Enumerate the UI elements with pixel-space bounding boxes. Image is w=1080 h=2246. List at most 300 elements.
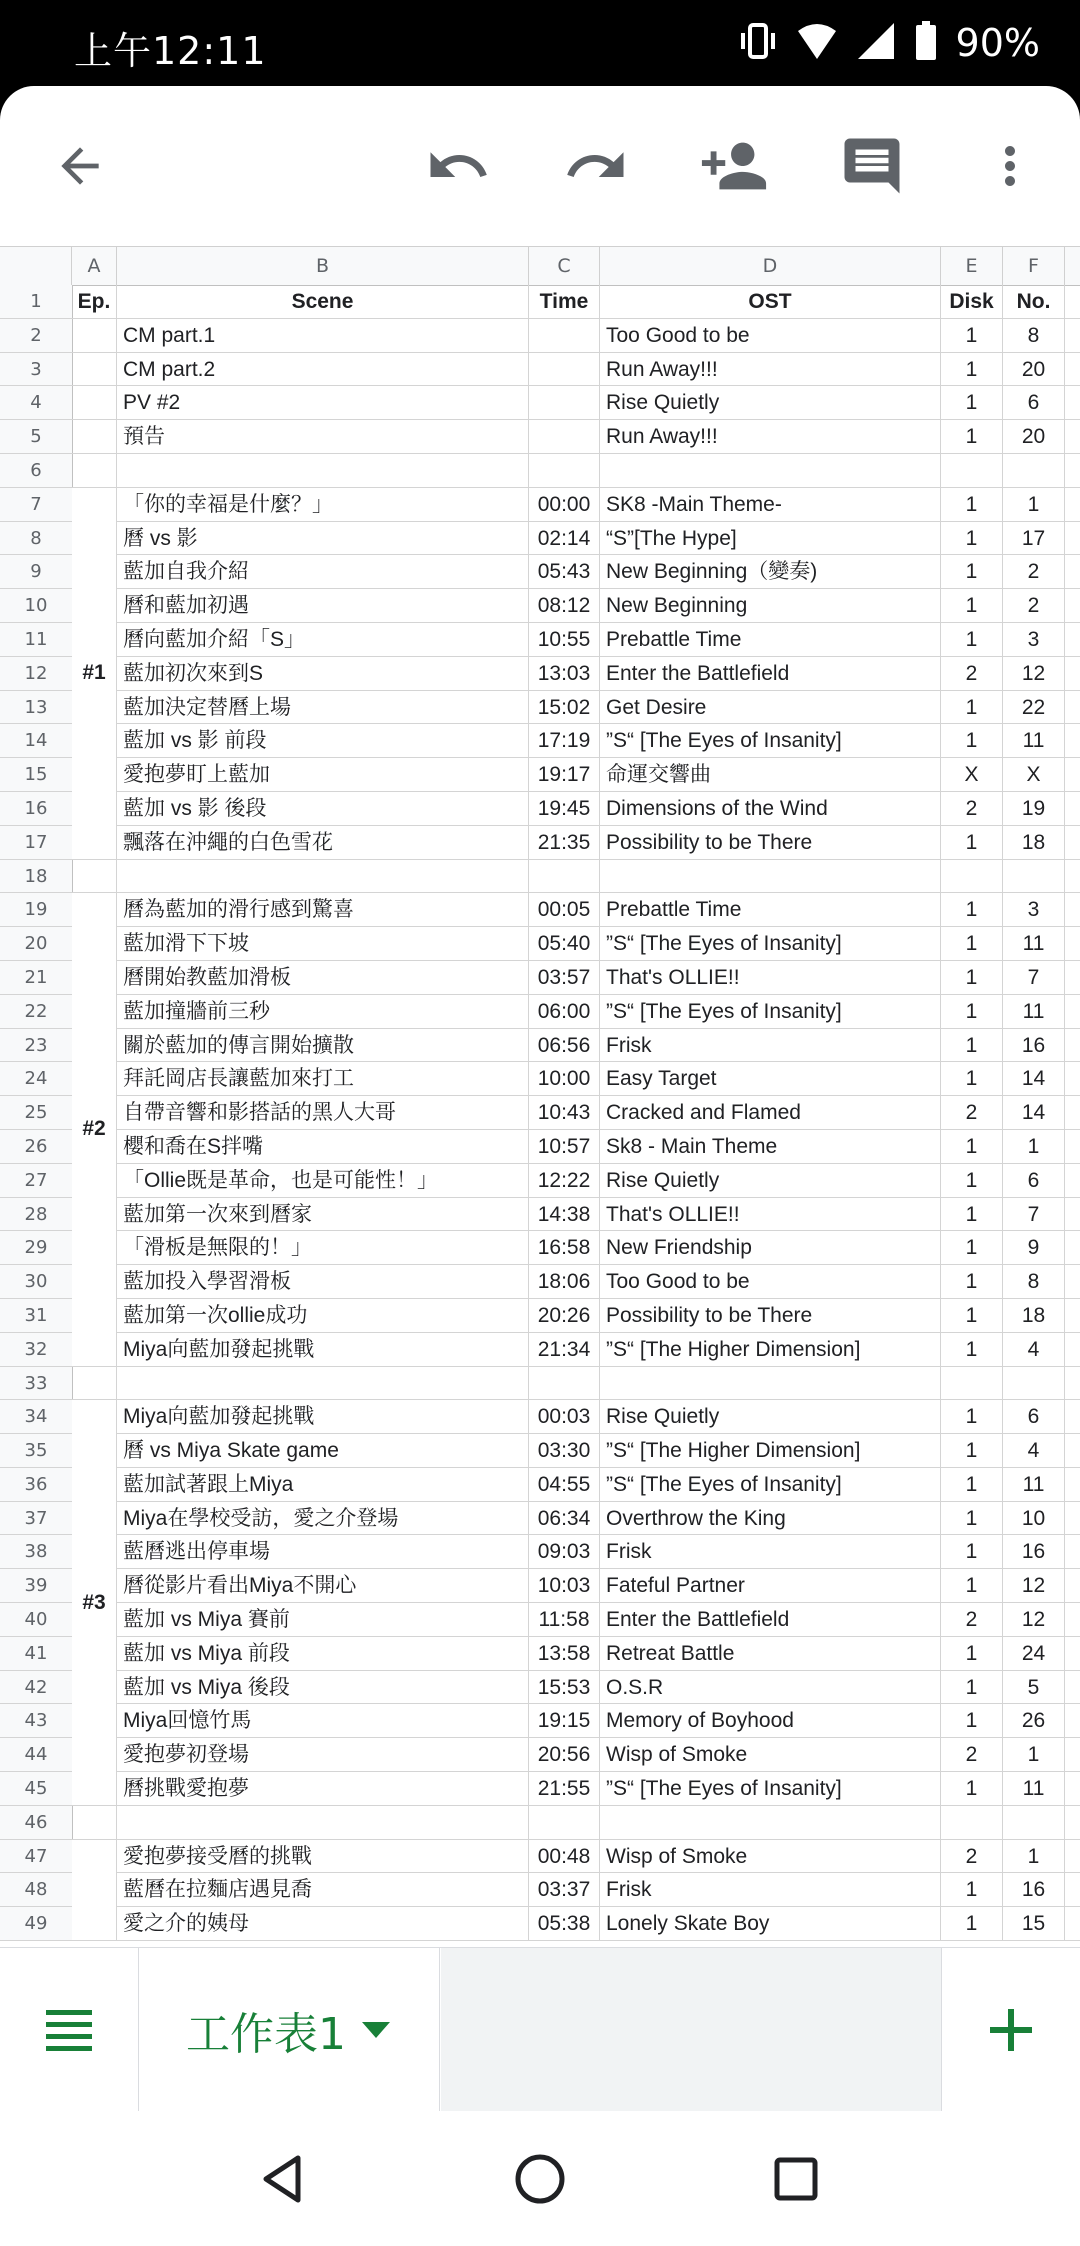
cell-scene[interactable]: 「你的幸福是什麼？」 (117, 488, 529, 521)
row-number[interactable]: 16 (0, 792, 73, 825)
cell-disk[interactable]: 1 (941, 1569, 1003, 1602)
cell-time[interactable]: 19:15 (529, 1704, 600, 1737)
cell-scene[interactable]: Miya回憶竹馬 (117, 1704, 529, 1737)
row-number[interactable]: 21 (0, 961, 73, 994)
cell-scene[interactable]: 曆向藍加介紹「S」 (117, 623, 529, 656)
cell-ost[interactable]: Wisp of Smoke (600, 1840, 941, 1873)
column-header-c[interactable]: C (529, 247, 600, 285)
row-number[interactable]: 2 (0, 319, 73, 352)
row-number[interactable]: 9 (0, 555, 73, 588)
cell-ep[interactable] (72, 454, 117, 487)
cell-scene[interactable]: 曆 vs Miya Skate game (117, 1434, 529, 1467)
row-number[interactable]: 36 (0, 1468, 73, 1501)
row-number[interactable]: 8 (0, 522, 73, 555)
cell-no[interactable] (1003, 1367, 1065, 1400)
cell-no[interactable]: 11 (1003, 927, 1065, 960)
cell-no[interactable]: 12 (1003, 657, 1065, 690)
cell-disk[interactable]: 2 (941, 1840, 1003, 1873)
cell-scene[interactable]: 曆為藍加的滑行感到驚喜 (117, 893, 529, 926)
cell-time[interactable] (529, 386, 600, 419)
cell-time[interactable]: 12:22 (529, 1164, 600, 1197)
row-number[interactable]: 35 (0, 1434, 73, 1467)
column-header-b[interactable]: B (117, 247, 529, 285)
cell-ost[interactable]: Frisk (600, 1535, 941, 1568)
cell-no[interactable]: 3 (1003, 623, 1065, 656)
cell-time[interactable]: 00:48 (529, 1840, 600, 1873)
cell-ost[interactable]: O.S.R (600, 1671, 941, 1704)
cell-disk[interactable]: X (941, 758, 1003, 791)
cell-disk[interactable]: 2 (941, 792, 1003, 825)
cell-disk[interactable] (941, 1367, 1003, 1400)
cell-no[interactable]: 14 (1003, 1062, 1065, 1095)
cell-disk[interactable]: 1 (941, 623, 1003, 656)
cell-ost[interactable]: ”S“ [The Eyes of Insanity] (600, 1468, 941, 1501)
merged-episode-cell[interactable]: #3 (72, 1400, 117, 1805)
cell-scene[interactable]: 藍加 vs Miya 前段 (117, 1637, 529, 1670)
row-number[interactable]: 19 (0, 893, 73, 926)
row-number[interactable]: 43 (0, 1704, 73, 1737)
cell-no[interactable]: 6 (1003, 1164, 1065, 1197)
cell-scene[interactable]: 藍曆逃出停車場 (117, 1535, 529, 1568)
cell-scene[interactable]: 愛抱夢盯上藍加 (117, 758, 529, 791)
cell-no[interactable] (1003, 1806, 1065, 1839)
column-header-d[interactable]: D (600, 247, 941, 285)
cell-ost[interactable]: Frisk (600, 1029, 941, 1062)
row-number[interactable]: 46 (0, 1806, 73, 1839)
cell-ep[interactable] (72, 319, 117, 352)
cell-scene[interactable]: 藍加滑下下坡 (117, 927, 529, 960)
cell-no[interactable]: 20 (1003, 353, 1065, 386)
cell-no[interactable]: 16 (1003, 1029, 1065, 1062)
cell-scene[interactable]: 藍加 vs 影 前段 (117, 724, 529, 757)
cell-scene[interactable]: 飄落在沖繩的白色雪花 (117, 826, 529, 859)
row-number[interactable]: 15 (0, 758, 73, 791)
cell-scene[interactable]: 曆從影片看出Miya不開心 (117, 1569, 529, 1602)
header-scene[interactable]: Scene (117, 285, 529, 318)
cell-no[interactable]: 2 (1003, 589, 1065, 622)
row-number[interactable]: 13 (0, 691, 73, 724)
row-number[interactable]: 22 (0, 995, 73, 1028)
row-number[interactable]: 28 (0, 1198, 73, 1231)
cell-no[interactable]: 16 (1003, 1873, 1065, 1906)
cell-scene[interactable] (117, 1367, 529, 1400)
row-number[interactable]: 42 (0, 1671, 73, 1704)
cell-no[interactable]: 19 (1003, 792, 1065, 825)
cell-scene[interactable]: 藍加自我介紹 (117, 555, 529, 588)
cell-time[interactable]: 06:34 (529, 1502, 600, 1535)
cell-time[interactable]: 05:40 (529, 927, 600, 960)
cell-time[interactable]: 00:00 (529, 488, 600, 521)
cell-time[interactable]: 05:38 (529, 1907, 600, 1940)
comment-button[interactable] (832, 126, 912, 206)
cell-ost[interactable]: That's OLLIE!! (600, 1198, 941, 1231)
cell-ost[interactable] (600, 454, 941, 487)
cell-ost[interactable]: Sk8 - Main Theme (600, 1130, 941, 1163)
cell-no[interactable]: 10 (1003, 1502, 1065, 1535)
cell-scene[interactable]: 自帶音響和影搭話的黑人大哥 (117, 1096, 529, 1129)
cell-ost[interactable]: Rise Quietly (600, 1164, 941, 1197)
row-number[interactable]: 14 (0, 724, 73, 757)
cell-scene[interactable]: Miya向藍加發起挑戰 (117, 1400, 529, 1433)
cell-scene[interactable]: 愛抱夢初登場 (117, 1738, 529, 1771)
cell-no[interactable]: 11 (1003, 724, 1065, 757)
row-number[interactable]: 29 (0, 1231, 73, 1264)
row-number[interactable]: 31 (0, 1299, 73, 1332)
header-ep[interactable]: Ep. (72, 285, 117, 318)
cell-scene[interactable] (117, 860, 529, 893)
nav-home-button[interactable] (500, 2139, 580, 2219)
row-number[interactable]: 23 (0, 1029, 73, 1062)
cell-time[interactable]: 13:03 (529, 657, 600, 690)
cell-scene[interactable]: 藍加 vs 影 後段 (117, 792, 529, 825)
row-number[interactable]: 41 (0, 1637, 73, 1670)
cell-ost[interactable]: Cracked and Flamed (600, 1096, 941, 1129)
cell-scene[interactable]: CM part.2 (117, 353, 529, 386)
cell-ost[interactable]: ”S“ [The Eyes of Insanity] (600, 927, 941, 960)
cell-scene[interactable]: 曆挑戰愛抱夢 (117, 1772, 529, 1805)
cell-no[interactable] (1003, 454, 1065, 487)
cell-scene[interactable]: 預告 (117, 420, 529, 453)
cell-disk[interactable]: 1 (941, 1535, 1003, 1568)
cell-disk[interactable]: 1 (941, 522, 1003, 555)
cell-scene[interactable]: 藍加初次來到S (117, 657, 529, 690)
cell-time[interactable]: 04:55 (529, 1468, 600, 1501)
cell-disk[interactable]: 1 (941, 1299, 1003, 1332)
cell-scene[interactable]: 關於藍加的傳言開始擴散 (117, 1029, 529, 1062)
cell-ost[interactable]: Memory of Boyhood (600, 1704, 941, 1737)
cell-ep[interactable] (72, 420, 117, 453)
cell-no[interactable]: 11 (1003, 995, 1065, 1028)
cell-ost[interactable]: Rise Quietly (600, 1400, 941, 1433)
cell-disk[interactable]: 1 (941, 927, 1003, 960)
cell-time[interactable]: 16:58 (529, 1231, 600, 1264)
cell-disk[interactable]: 1 (941, 961, 1003, 994)
cell-ost[interactable]: New Friendship (600, 1231, 941, 1264)
cell-no[interactable] (1003, 860, 1065, 893)
cell-scene[interactable]: PV #2 (117, 386, 529, 419)
cell-disk[interactable]: 1 (941, 1671, 1003, 1704)
cell-time[interactable]: 10:00 (529, 1062, 600, 1095)
cell-scene[interactable]: 愛抱夢接受曆的挑戰 (117, 1840, 529, 1873)
cell-no[interactable]: 1 (1003, 1130, 1065, 1163)
merged-episode-cell[interactable]: #2 (72, 893, 117, 1365)
cell-ost[interactable]: SK8 -Main Theme- (600, 488, 941, 521)
cell-disk[interactable]: 1 (941, 319, 1003, 352)
cell-ost[interactable]: Lonely Skate Boy (600, 1907, 941, 1940)
cell-scene[interactable]: CM part.1 (117, 319, 529, 352)
cell-time[interactable]: 06:00 (529, 995, 600, 1028)
cell-disk[interactable]: 1 (941, 1029, 1003, 1062)
cell-ep[interactable] (72, 1367, 117, 1400)
cell-time[interactable]: 06:56 (529, 1029, 600, 1062)
cell-disk[interactable] (941, 454, 1003, 487)
sheets-list-button[interactable] (0, 1948, 138, 2112)
cell-ost[interactable]: Dimensions of the Wind (600, 792, 941, 825)
row-number[interactable]: 37 (0, 1502, 73, 1535)
cell-scene[interactable]: 拜託岡店長讓藍加來打工 (117, 1062, 529, 1095)
cell-time[interactable] (529, 1367, 600, 1400)
cell-time[interactable]: 17:19 (529, 724, 600, 757)
cell-disk[interactable]: 1 (941, 1772, 1003, 1805)
cell-ost[interactable]: Wisp of Smoke (600, 1738, 941, 1771)
cell-no[interactable]: 22 (1003, 691, 1065, 724)
cell-ost[interactable]: New Beginning (600, 589, 941, 622)
cell-disk[interactable]: 1 (941, 1400, 1003, 1433)
cell-time[interactable]: 19:17 (529, 758, 600, 791)
cell-ost[interactable]: 命運交響曲 (600, 758, 941, 791)
cell-no[interactable]: 6 (1003, 386, 1065, 419)
cell-disk[interactable]: 1 (941, 826, 1003, 859)
cell-disk[interactable]: 1 (941, 420, 1003, 453)
cell-time[interactable] (529, 420, 600, 453)
row-number[interactable]: 40 (0, 1603, 73, 1636)
cell-no[interactable]: 24 (1003, 1637, 1065, 1670)
cell-time[interactable]: 21:55 (529, 1772, 600, 1805)
cell-ost[interactable]: Run Away!!! (600, 353, 941, 386)
cell-scene[interactable]: 藍加投入學習滑板 (117, 1265, 529, 1298)
row-number[interactable]: 27 (0, 1164, 73, 1197)
cell-ost[interactable]: That's OLLIE!! (600, 961, 941, 994)
cell-no[interactable]: 17 (1003, 522, 1065, 555)
cell-time[interactable]: 10:55 (529, 623, 600, 656)
nav-back-button[interactable] (242, 2139, 322, 2219)
cell-disk[interactable]: 1 (941, 386, 1003, 419)
cell-ep[interactable] (72, 386, 117, 419)
cell-ost[interactable]: ”S“ [The Higher Dimension] (600, 1434, 941, 1467)
cell-disk[interactable]: 1 (941, 555, 1003, 588)
cell-ost[interactable]: ”S“ [The Eyes of Insanity] (600, 995, 941, 1028)
cell-no[interactable]: 1 (1003, 1738, 1065, 1771)
cell-scene[interactable]: Miya向藍加發起挑戰 (117, 1333, 529, 1366)
cell-scene[interactable]: 藍加第一次來到曆家 (117, 1198, 529, 1231)
cell-disk[interactable]: 1 (941, 1907, 1003, 1940)
cell-ost[interactable]: Easy Target (600, 1062, 941, 1095)
row-number[interactable]: 32 (0, 1333, 73, 1366)
cell-scene[interactable]: 藍加第一次ollie成功 (117, 1299, 529, 1332)
cell-ost[interactable]: Possibility to be There (600, 826, 941, 859)
cell-disk[interactable]: 1 (941, 1231, 1003, 1264)
cell-disk[interactable] (941, 1806, 1003, 1839)
cell-disk[interactable]: 1 (941, 724, 1003, 757)
cell-disk[interactable]: 1 (941, 353, 1003, 386)
cell-time[interactable]: 18:06 (529, 1265, 600, 1298)
cell-ost[interactable]: Rise Quietly (600, 386, 941, 419)
cell-no[interactable]: 1 (1003, 488, 1065, 521)
cell-no[interactable]: 12 (1003, 1569, 1065, 1602)
cell-no[interactable]: 8 (1003, 319, 1065, 352)
add-sheet-button[interactable] (941, 1948, 1080, 2112)
cell-no[interactable]: 11 (1003, 1468, 1065, 1501)
cell-no[interactable]: 15 (1003, 1907, 1065, 1940)
cell-time[interactable]: 10:43 (529, 1096, 600, 1129)
cell-no[interactable]: 16 (1003, 1535, 1065, 1568)
cell-disk[interactable]: 2 (941, 657, 1003, 690)
cell-no[interactable]: 3 (1003, 893, 1065, 926)
cell-time[interactable]: 05:43 (529, 555, 600, 588)
cell-ost[interactable]: ”S“ [The Eyes of Insanity] (600, 1772, 941, 1805)
cell-no[interactable]: 20 (1003, 420, 1065, 453)
cell-no[interactable]: 18 (1003, 1299, 1065, 1332)
cell-time[interactable]: 00:05 (529, 893, 600, 926)
merged-episode-cell[interactable] (72, 1840, 117, 1940)
row-number[interactable]: 48 (0, 1873, 73, 1906)
cell-ep[interactable] (72, 353, 117, 386)
cell-time[interactable]: 20:26 (529, 1299, 600, 1332)
row-number[interactable]: 11 (0, 623, 73, 656)
cell-ost[interactable]: Enter the Battlefield (600, 657, 941, 690)
row-number[interactable]: 34 (0, 1400, 73, 1433)
cell-no[interactable]: 18 (1003, 826, 1065, 859)
cell-ost[interactable]: Frisk (600, 1873, 941, 1906)
row-number[interactable]: 18 (0, 860, 73, 893)
back-button[interactable] (40, 126, 120, 206)
spreadsheet-grid[interactable] (0, 246, 1080, 1947)
cell-disk[interactable]: 2 (941, 1738, 1003, 1771)
cell-disk[interactable]: 1 (941, 1873, 1003, 1906)
cell-scene[interactable]: 藍加試著跟上Miya (117, 1468, 529, 1501)
cell-ost[interactable] (600, 1367, 941, 1400)
cell-disk[interactable]: 1 (941, 1333, 1003, 1366)
cell-no[interactable]: 7 (1003, 961, 1065, 994)
cell-time[interactable]: 19:45 (529, 792, 600, 825)
cell-disk[interactable]: 1 (941, 995, 1003, 1028)
cell-time[interactable]: 20:56 (529, 1738, 600, 1771)
cell-disk[interactable]: 1 (941, 1468, 1003, 1501)
cell-disk[interactable]: 2 (941, 1603, 1003, 1636)
cell-ost[interactable]: “S”[The Hype] (600, 522, 941, 555)
cell-disk[interactable]: 1 (941, 691, 1003, 724)
cell-time[interactable] (529, 454, 600, 487)
row-number[interactable]: 30 (0, 1265, 73, 1298)
column-header-a[interactable]: A (72, 247, 117, 285)
row-number[interactable]: 47 (0, 1840, 73, 1873)
cell-no[interactable]: 4 (1003, 1434, 1065, 1467)
cell-scene[interactable]: 藍加 vs Miya 後段 (117, 1671, 529, 1704)
cell-ost[interactable] (600, 860, 941, 893)
cell-disk[interactable]: 1 (941, 1130, 1003, 1163)
cell-scene[interactable]: 藍曆在拉麵店遇見喬 (117, 1873, 529, 1906)
cell-ost[interactable]: Retreat Battle (600, 1637, 941, 1670)
cell-ep[interactable] (72, 1806, 117, 1839)
cell-scene[interactable]: 愛之介的姨母 (117, 1907, 529, 1940)
header-disk[interactable]: Disk (941, 285, 1003, 318)
cell-time[interactable]: 10:57 (529, 1130, 600, 1163)
cell-disk[interactable]: 1 (941, 1265, 1003, 1298)
cell-ost[interactable]: New Beginning（變奏) (600, 555, 941, 588)
cell-time[interactable]: 08:12 (529, 589, 600, 622)
cell-ost[interactable]: Overthrow the King (600, 1502, 941, 1535)
cell-time[interactable]: 14:38 (529, 1198, 600, 1231)
corner-cell[interactable] (0, 247, 72, 285)
cell-disk[interactable]: 1 (941, 589, 1003, 622)
row-number[interactable]: 7 (0, 488, 73, 521)
cell-ost[interactable]: Get Desire (600, 691, 941, 724)
cell-no[interactable]: 6 (1003, 1400, 1065, 1433)
cell-disk[interactable]: 1 (941, 488, 1003, 521)
cell-no[interactable]: 8 (1003, 1265, 1065, 1298)
row-number[interactable]: 26 (0, 1130, 73, 1163)
row-number[interactable]: 17 (0, 826, 73, 859)
cell-scene[interactable]: 曆開始教藍加滑板 (117, 961, 529, 994)
cell-scene[interactable]: 曆和藍加初遇 (117, 589, 529, 622)
cell-no[interactable]: 7 (1003, 1198, 1065, 1231)
cell-scene[interactable]: 曆 vs 影 (117, 522, 529, 555)
sheet-tab-active[interactable] (138, 1948, 440, 2112)
cell-disk[interactable] (941, 860, 1003, 893)
cell-time[interactable]: 00:03 (529, 1400, 600, 1433)
row-number[interactable]: 24 (0, 1062, 73, 1095)
row-number[interactable]: 3 (0, 353, 73, 386)
cell-disk[interactable]: 1 (941, 1164, 1003, 1197)
cell-scene[interactable]: Miya在學校受訪，愛之介登場 (117, 1502, 529, 1535)
cell-scene[interactable]: 「Ollie既是革命，也是可能性！」 (117, 1164, 529, 1197)
row-number[interactable]: 39 (0, 1569, 73, 1602)
more-options-button[interactable] (970, 126, 1050, 206)
row-number[interactable]: 38 (0, 1535, 73, 1568)
cell-scene[interactable]: 「滑板是無限的！」 (117, 1231, 529, 1264)
cell-scene[interactable]: 櫻和喬在S拌嘴 (117, 1130, 529, 1163)
cell-time[interactable]: 03:37 (529, 1873, 600, 1906)
cell-no[interactable]: 9 (1003, 1231, 1065, 1264)
cell-time[interactable]: 09:03 (529, 1535, 600, 1568)
cell-disk[interactable]: 1 (941, 1434, 1003, 1467)
cell-time[interactable] (529, 319, 600, 352)
cell-scene[interactable] (117, 454, 529, 487)
header-no[interactable]: No. (1003, 285, 1065, 318)
cell-no[interactable]: 5 (1003, 1671, 1065, 1704)
row-number[interactable]: 45 (0, 1772, 73, 1805)
row-number[interactable]: 1 (0, 285, 73, 318)
row-number[interactable]: 20 (0, 927, 73, 960)
cell-time[interactable]: 03:57 (529, 961, 600, 994)
cell-ost[interactable]: Prebattle Time (600, 623, 941, 656)
cell-no[interactable]: 12 (1003, 1603, 1065, 1636)
cell-ost[interactable]: Too Good to be (600, 319, 941, 352)
cell-scene[interactable]: 藍加決定替曆上場 (117, 691, 529, 724)
cell-time[interactable]: 02:14 (529, 522, 600, 555)
row-number[interactable]: 10 (0, 589, 73, 622)
cell-ep[interactable] (72, 860, 117, 893)
cell-time[interactable]: 13:58 (529, 1637, 600, 1670)
row-number[interactable]: 4 (0, 386, 73, 419)
cell-time[interactable]: 21:34 (529, 1333, 600, 1366)
row-number[interactable]: 12 (0, 657, 73, 690)
header-time[interactable]: Time (529, 285, 600, 318)
cell-time[interactable]: 15:53 (529, 1671, 600, 1704)
cell-no[interactable]: 26 (1003, 1704, 1065, 1737)
cell-ost[interactable]: Possibility to be There (600, 1299, 941, 1332)
cell-disk[interactable]: 1 (941, 1502, 1003, 1535)
cell-scene[interactable]: 藍加撞牆前三秒 (117, 995, 529, 1028)
cell-time[interactable]: 15:02 (529, 691, 600, 724)
cell-ost[interactable]: ”S“ [The Eyes of Insanity] (600, 724, 941, 757)
cell-time[interactable] (529, 860, 600, 893)
cell-scene[interactable]: 藍加 vs Miya 賽前 (117, 1603, 529, 1636)
cell-disk[interactable]: 2 (941, 1096, 1003, 1129)
cell-no[interactable]: 11 (1003, 1772, 1065, 1805)
cell-ost[interactable]: Run Away!!! (600, 420, 941, 453)
share-button[interactable] (694, 126, 774, 206)
cell-no[interactable]: 4 (1003, 1333, 1065, 1366)
row-number[interactable]: 6 (0, 454, 73, 487)
cell-ost[interactable]: Fateful Partner (600, 1569, 941, 1602)
cell-time[interactable]: 21:35 (529, 826, 600, 859)
nav-recents-button[interactable] (756, 2139, 836, 2219)
cell-no[interactable]: X (1003, 758, 1065, 791)
row-number[interactable]: 25 (0, 1096, 73, 1129)
cell-ost[interactable]: ”S“ [The Higher Dimension] (600, 1333, 941, 1366)
cell-ost[interactable]: Too Good to be (600, 1265, 941, 1298)
